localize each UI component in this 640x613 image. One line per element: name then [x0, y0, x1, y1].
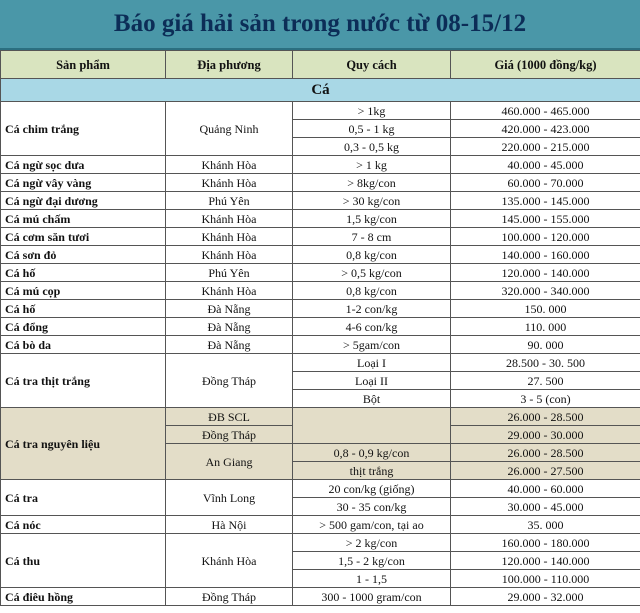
- spec: 1 - 1,5: [293, 570, 451, 588]
- price: 135.000 - 145.000: [451, 192, 640, 210]
- spec: 0,5 - 1 kg: [293, 120, 451, 138]
- product-name: Cá thu: [1, 534, 166, 588]
- product-name: Cá sơn đỏ: [1, 246, 166, 264]
- spec: 20 con/kg (giống): [293, 480, 451, 498]
- table-row: [1, 264, 640, 282]
- product-name: Cá mú cọp: [1, 282, 166, 300]
- spec: > 5gam/con: [293, 336, 451, 354]
- spec: 1-2 con/kg: [293, 300, 451, 318]
- place: Vĩnh Long: [166, 480, 293, 516]
- place: Đà Nẵng: [166, 300, 293, 318]
- price: 220.000 - 215.000: [451, 138, 640, 156]
- product-name: Cá tra thịt trắng: [1, 354, 166, 408]
- spec: Loại I: [293, 354, 451, 372]
- price: 110. 000: [451, 318, 640, 336]
- price: 460.000 - 465.000: [451, 102, 640, 120]
- place: Khánh Hòa: [166, 534, 293, 588]
- place: Khánh Hòa: [166, 174, 293, 192]
- table-row: [1, 318, 640, 336]
- product-name: Cá cơm săn tươi: [1, 228, 166, 246]
- product-name: Cá điêu hồng: [1, 588, 166, 606]
- table-row: [1, 534, 640, 552]
- table-row: [1, 192, 640, 210]
- price: 28.500 - 30. 500: [451, 354, 640, 372]
- product-name: Cá tra: [1, 480, 166, 516]
- spec: 0,8 - 0,9 kg/con: [293, 444, 451, 462]
- table-row: [1, 588, 640, 606]
- place: Hà Nội: [166, 516, 293, 534]
- spec: 4-6 con/kg: [293, 318, 451, 336]
- spec-empty: [293, 408, 451, 444]
- place: Phú Yên: [166, 192, 293, 210]
- spec: > 30 kg/con: [293, 192, 451, 210]
- price: 420.000 - 423.000: [451, 120, 640, 138]
- price: 26.000 - 28.500: [451, 408, 640, 426]
- spec: > 8kg/con: [293, 174, 451, 192]
- section-title: Cá: [1, 79, 640, 102]
- table-row: [1, 282, 640, 300]
- place: Khánh Hòa: [166, 156, 293, 174]
- product-name: Cá chim trắng: [1, 102, 166, 156]
- place: Đồng Tháp: [166, 588, 293, 606]
- table-row: [1, 516, 640, 534]
- product-name: Cá đổng: [1, 318, 166, 336]
- spec: 1,5 - 2 kg/con: [293, 552, 451, 570]
- place: Đà Nẵng: [166, 336, 293, 354]
- table-row: [1, 480, 640, 498]
- price: 320.000 - 340.000: [451, 282, 640, 300]
- place: Quảng Ninh: [166, 102, 293, 156]
- price: 27. 500: [451, 372, 640, 390]
- price-table: [0, 50, 640, 606]
- price: 100.000 - 110.000: [451, 570, 640, 588]
- price: 29.000 - 30.000: [451, 426, 640, 444]
- page-title: Báo giá hải sản trong nước từ 08-15/12: [0, 0, 640, 50]
- header-product: Sản phẩm: [1, 51, 166, 79]
- spec: 7 - 8 cm: [293, 228, 451, 246]
- product-name: Cá ngừ đại dương: [1, 192, 166, 210]
- spec: 1,5 kg/con: [293, 210, 451, 228]
- spec: > 1kg: [293, 102, 451, 120]
- place: Đà Nẵng: [166, 318, 293, 336]
- place: Khánh Hòa: [166, 282, 293, 300]
- place: Khánh Hòa: [166, 210, 293, 228]
- table-row: [1, 210, 640, 228]
- price: 160.000 - 180.000: [451, 534, 640, 552]
- price: 150. 000: [451, 300, 640, 318]
- spec: > 1 kg: [293, 156, 451, 174]
- price: 3 - 5 (con): [451, 390, 640, 408]
- spec: Loại II: [293, 372, 451, 390]
- price: 140.000 - 160.000: [451, 246, 640, 264]
- table-row: [1, 228, 640, 246]
- table-row: [1, 354, 640, 372]
- spec: Bột: [293, 390, 451, 408]
- price: 40.000 - 45.000: [451, 156, 640, 174]
- table-row: [1, 336, 640, 354]
- spec: > 500 gam/con, tại ao: [293, 516, 451, 534]
- spec: 0,8 kg/con: [293, 246, 451, 264]
- header-row: [1, 51, 640, 79]
- place: Đồng Tháp: [166, 426, 293, 444]
- price: 120.000 - 140.000: [451, 552, 640, 570]
- header-price: Giá (1000 đồng/kg): [451, 51, 640, 79]
- table-row: [1, 408, 640, 426]
- spec: 0,3 - 0,5 kg: [293, 138, 451, 156]
- price: 100.000 - 120.000: [451, 228, 640, 246]
- header-place: Địa phương: [166, 51, 293, 79]
- spec: 30 - 35 con/kg: [293, 498, 451, 516]
- product-name: Cá tra nguyên liệu: [1, 408, 166, 480]
- spec: > 2 kg/con: [293, 534, 451, 552]
- place: Khánh Hòa: [166, 246, 293, 264]
- section-row: [1, 79, 640, 102]
- place: Đồng Tháp: [166, 354, 293, 408]
- spec: > 0,5 kg/con: [293, 264, 451, 282]
- table-row: [1, 102, 640, 120]
- price: 26.000 - 27.500: [451, 462, 640, 480]
- spec: thịt trắng: [293, 462, 451, 480]
- product-name: Cá ngừ sọc dưa: [1, 156, 166, 174]
- place: Khánh Hòa: [166, 228, 293, 246]
- spec: 300 - 1000 gram/con: [293, 588, 451, 606]
- table-row: [1, 174, 640, 192]
- price: 30.000 - 45.000: [451, 498, 640, 516]
- product-name: Cá hố: [1, 300, 166, 318]
- price: 26.000 - 28.500: [451, 444, 640, 462]
- table-row: [1, 156, 640, 174]
- product-name: Cá hố: [1, 264, 166, 282]
- price: 35. 000: [451, 516, 640, 534]
- header-spec: Quy cách: [293, 51, 451, 79]
- price: 145.000 - 155.000: [451, 210, 640, 228]
- price: 90. 000: [451, 336, 640, 354]
- table-row: [1, 300, 640, 318]
- place: ĐB SCL: [166, 408, 293, 426]
- product-name: Cá nóc: [1, 516, 166, 534]
- product-name: Cá ngừ vây vàng: [1, 174, 166, 192]
- place: Phú Yên: [166, 264, 293, 282]
- table-row: [1, 246, 640, 264]
- price: 120.000 - 140.000: [451, 264, 640, 282]
- place: An Giang: [166, 444, 293, 480]
- product-name: Cá mú chấm: [1, 210, 166, 228]
- spec: 0,8 kg/con: [293, 282, 451, 300]
- price: 60.000 - 70.000: [451, 174, 640, 192]
- price: 40.000 - 60.000: [451, 480, 640, 498]
- price: 29.000 - 32.000: [451, 588, 640, 606]
- product-name: Cá bò da: [1, 336, 166, 354]
